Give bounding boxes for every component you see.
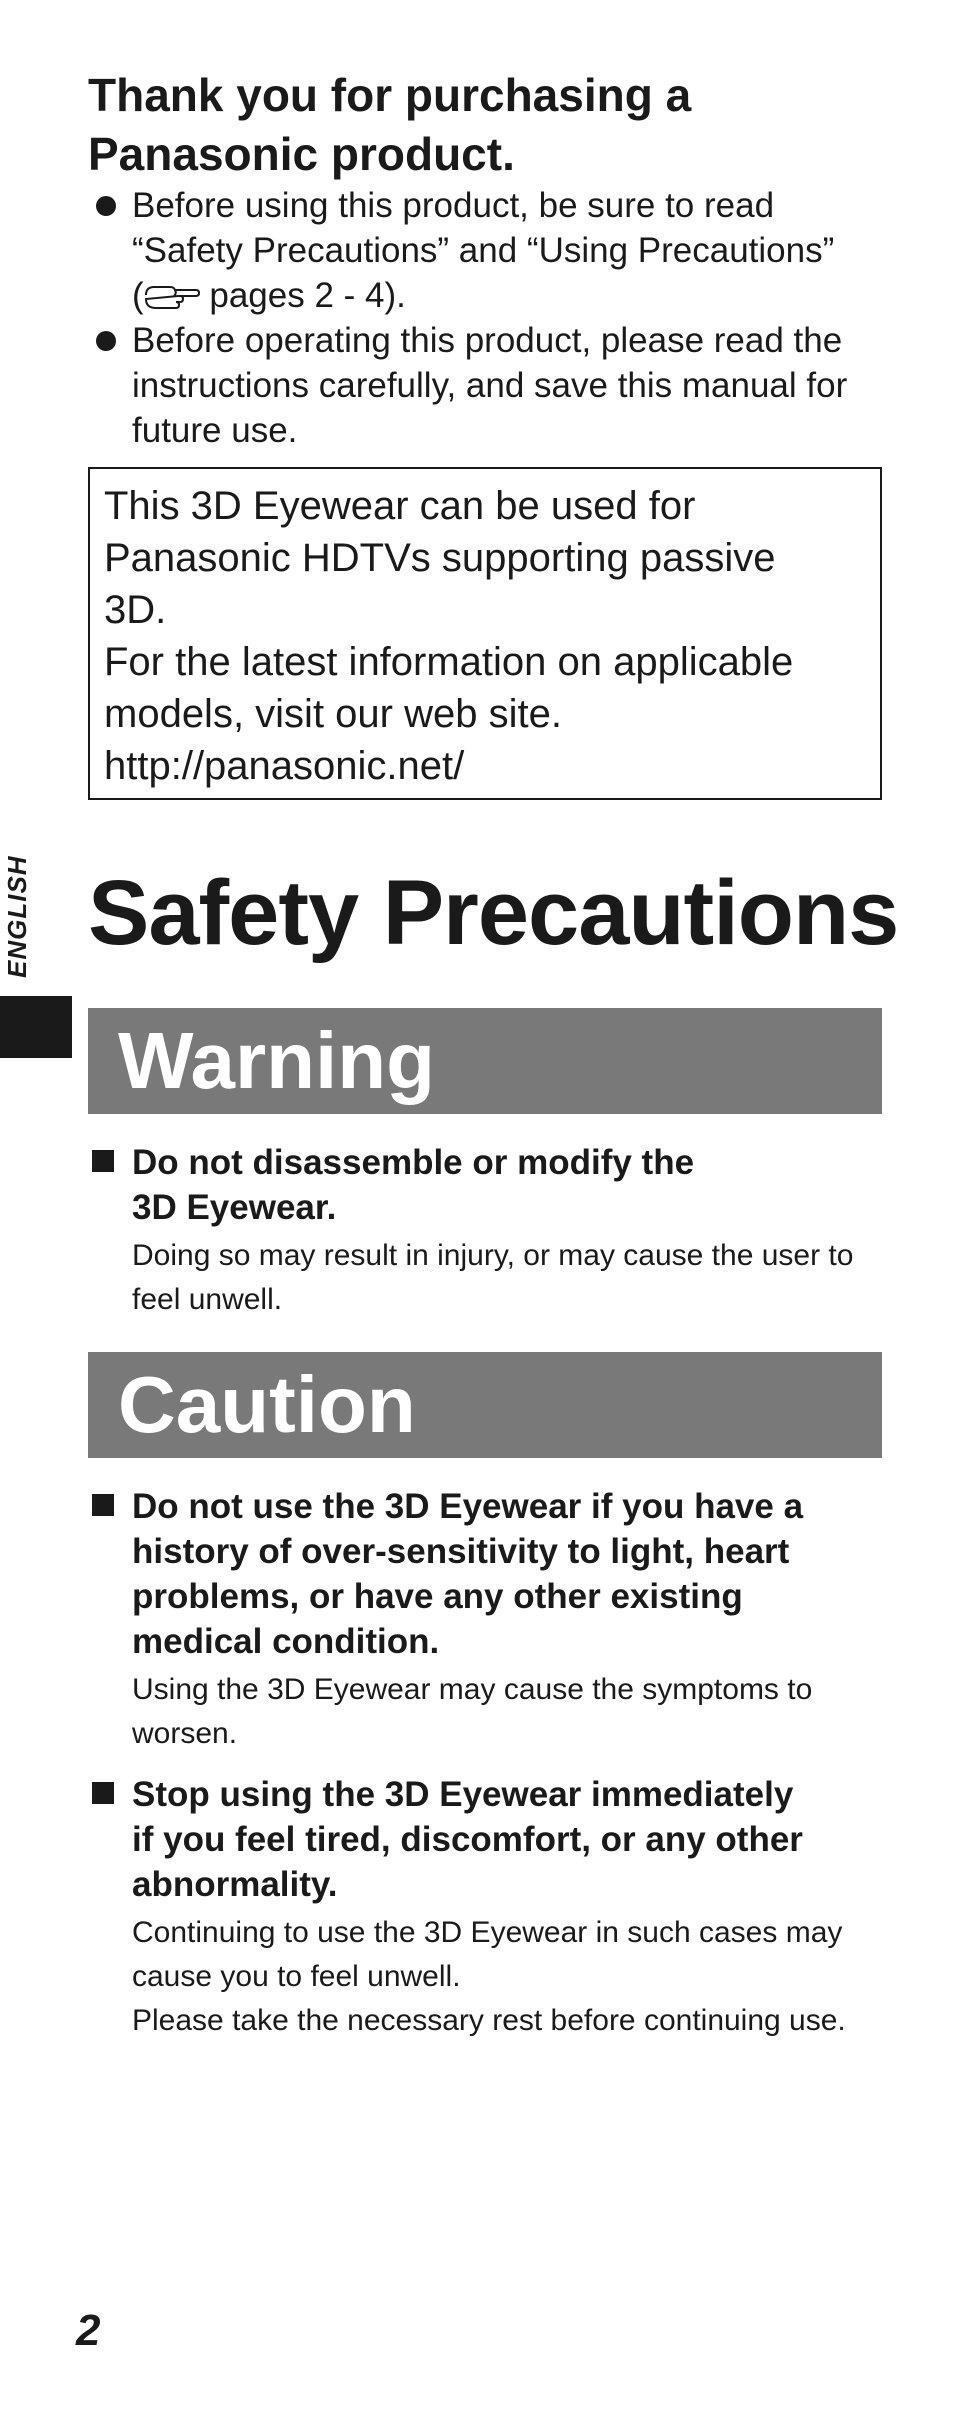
page-number: 2 [76,2306,101,2355]
heading-line: if you feel tired, discomfort, or any other [132,1820,803,1859]
compatibility-info-box [88,467,882,800]
heading-line: medical condition. [132,1622,440,1661]
body-line: Please take the necessary rest before continuing use. [132,2004,846,2037]
body-line: Doing so may result in injury, or may cause the user to [132,1239,854,1272]
heading-line: history of over-sensitivity to light, heart [132,1532,790,1571]
caution-banner: Caution [88,1352,882,1458]
bullet-line: instructions carefully, and save this manual for [132,366,848,405]
language-tab-label: ENGLISH [2,855,32,978]
caution-item-medical-condition [88,1484,888,1756]
warning-item-heading [132,1140,888,1230]
bullet-dot-icon [96,331,116,351]
bullet-line: Before operating this product, please read the [132,321,843,360]
warning-item-disassemble [88,1140,888,1322]
heading-line: Do not use the 3D Eyewear if you have a [132,1487,804,1526]
intro-title-line2: Panasonic product. [88,128,515,180]
bullet-line: future use. [132,411,298,450]
body-line: worsen. [132,1717,238,1750]
intro-title [88,66,888,184]
intro-bullet-list [88,183,888,453]
body-line: Using the 3D Eyewear may cause the symptoms to [132,1673,813,1706]
bullet-line: “Safety Precautions” and “Using Precautions” [132,231,835,270]
body-line: cause you to feel unwell. [132,1960,461,1993]
body-line: feel unwell. [132,1283,283,1316]
caution-item-heading [132,1484,888,1664]
heading-line: Stop using the 3D Eyewear immediately [132,1775,794,1814]
body-line: Continuing to use the 3D Eyewear in such cases may [132,1916,843,1949]
heading-line: problems, or have any other existing [132,1577,743,1616]
caution-item-body [132,1668,888,1756]
square-bullet-icon [92,1150,114,1172]
intro-bullet-read-instructions [88,318,888,453]
bullet-dot-icon [96,196,116,216]
caution-item-body [132,1911,888,2043]
heading-line: abnormality. [132,1865,338,1904]
intro-bullet-read-precautions [88,183,888,318]
heading-line: 3D Eyewear. [132,1188,337,1227]
bullet-line-pages: pages 2 - 4). [199,276,406,315]
info-line: models, visit our web site. [104,692,562,736]
info-line: 3D. [104,588,167,632]
warning-banner: Warning [88,1008,882,1114]
info-line: Panasonic HDTVs supporting passive [104,536,776,580]
square-bullet-icon [92,1494,114,1516]
info-line: For the latest information on applicable [104,640,794,684]
website-url: http://panasonic.net/ [104,744,465,788]
heading-line: Do not disassemble or modify the [132,1143,695,1182]
intro-title-line1: Thank you for purchasing a [88,69,692,121]
info-line: This 3D Eyewear can be used for [104,484,696,528]
safety-precautions-title: Safety Precautions [88,862,899,964]
square-bullet-icon [92,1782,114,1804]
language-tab-marker [0,996,72,1058]
pointing-hand-icon [144,281,200,311]
caution-item-heading [132,1772,888,1907]
bullet-line: Before using this product, be sure to read [132,186,775,225]
warning-item-body [132,1234,888,1322]
bullet-line-open: ( [132,276,144,315]
caution-item-stop-using [88,1772,888,2043]
